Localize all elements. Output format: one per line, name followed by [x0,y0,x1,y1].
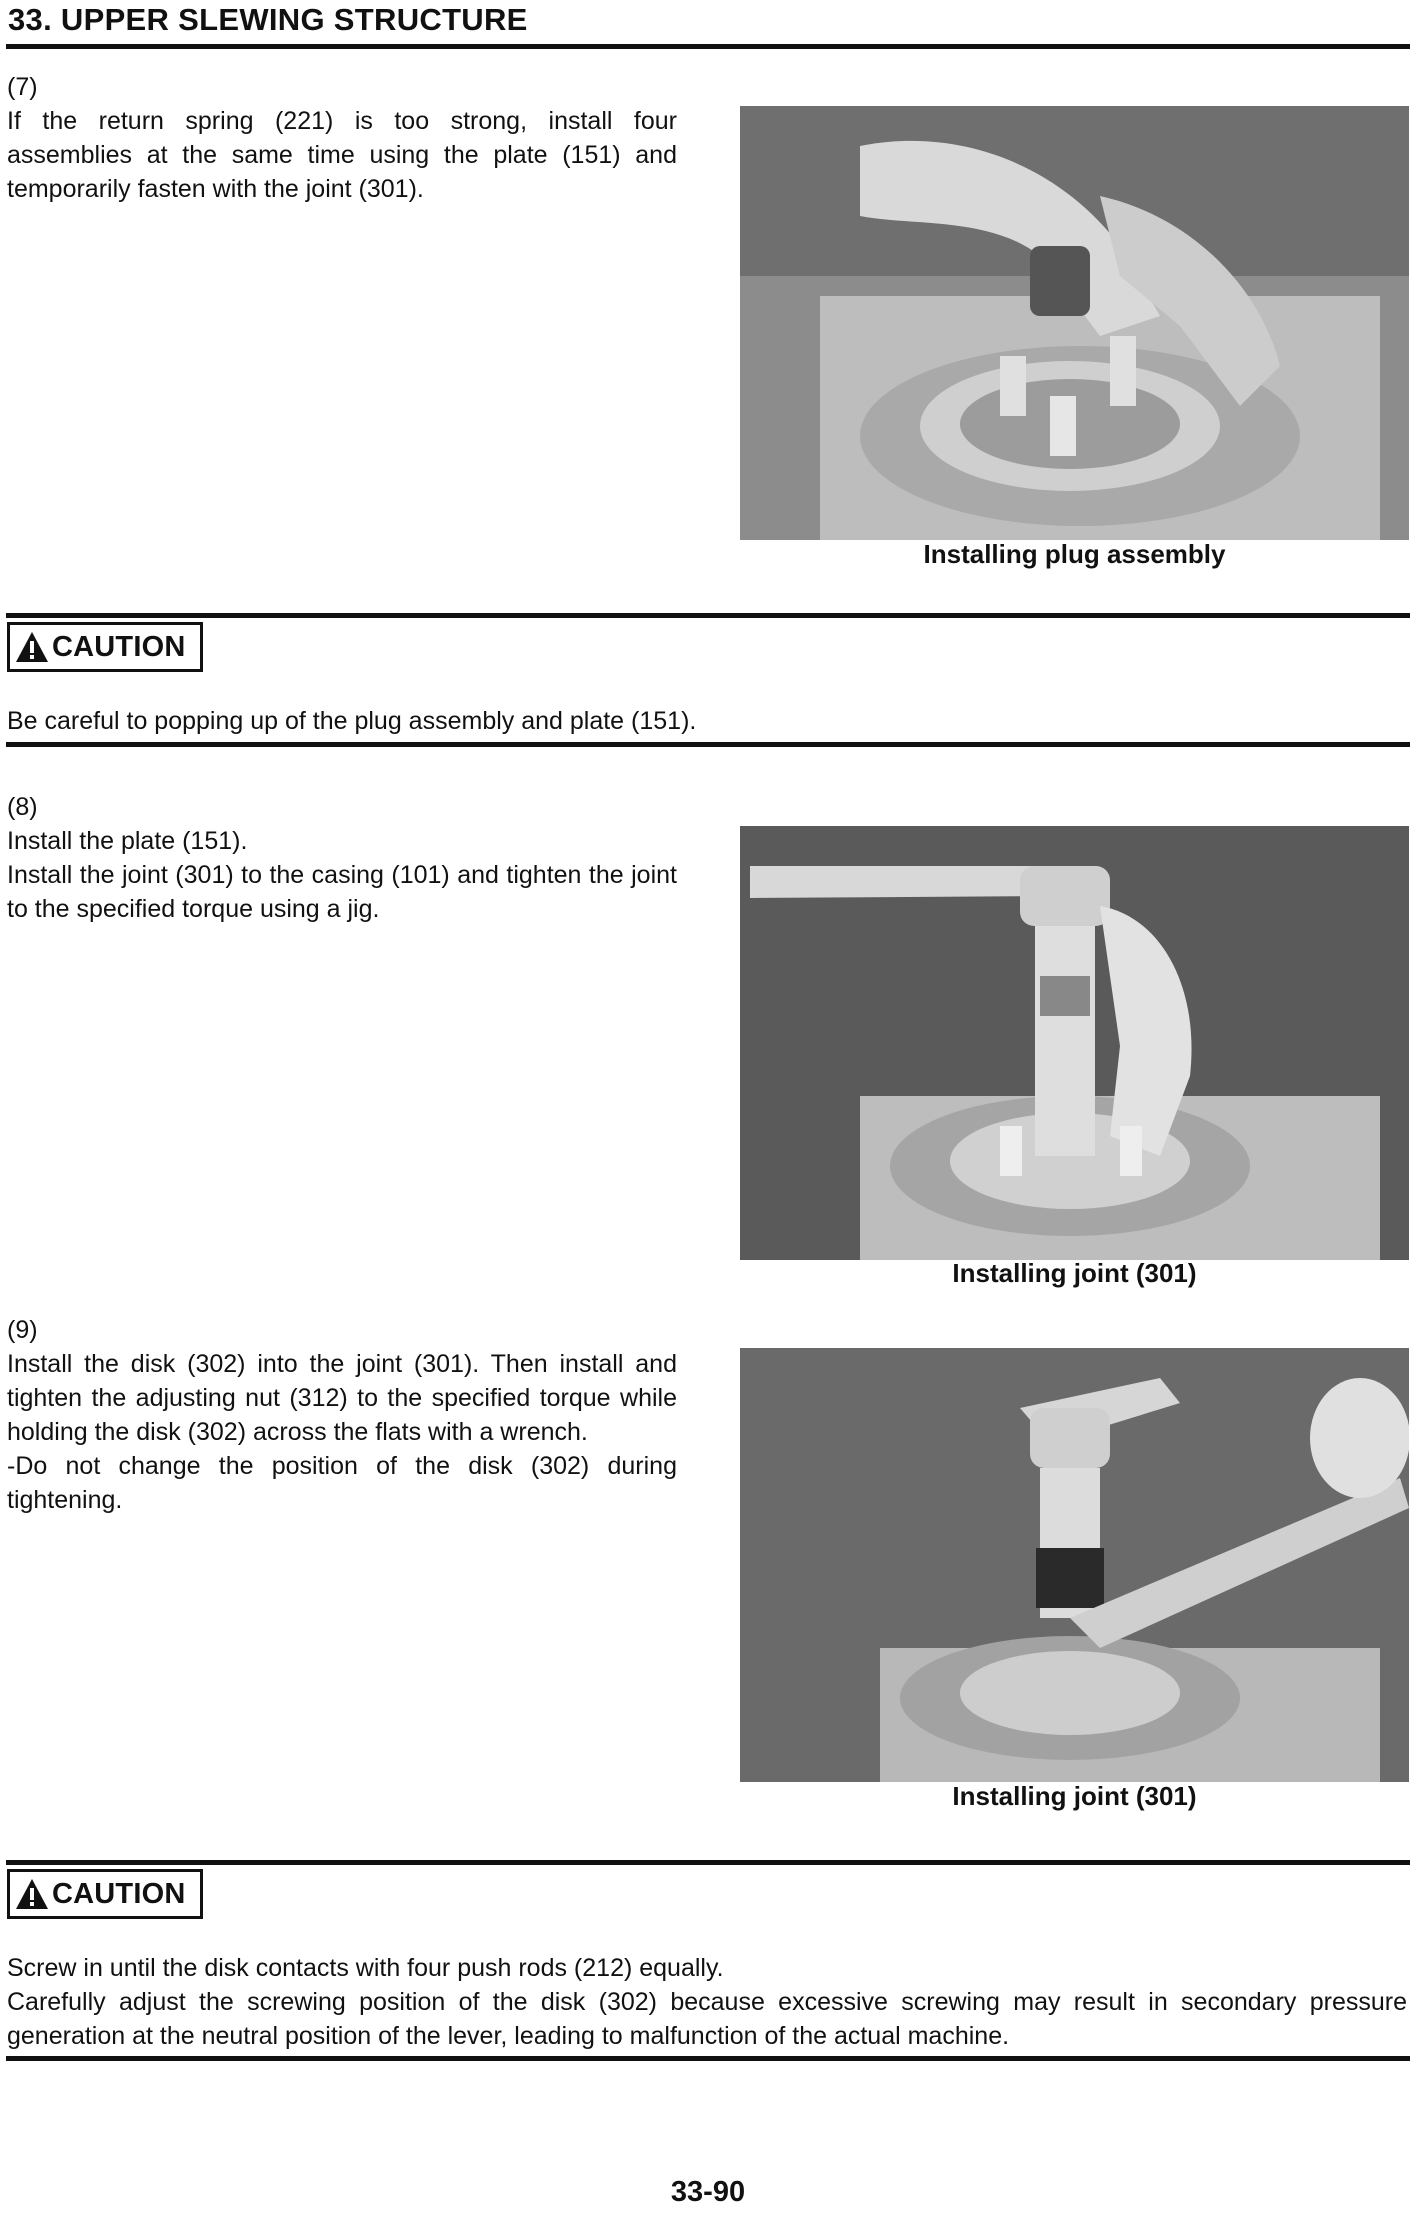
step-7-number: (7) [7,73,38,101]
page-number: 33-90 [670,2176,746,2208]
caution-1-bottom-rule [6,742,1410,747]
caution-2-bottom-rule [6,2056,1410,2061]
caution-1-label: CAUTION [52,630,186,663]
caution-2-label: CAUTION [52,1877,186,1910]
caution-2-top-rule [6,1860,1410,1865]
header-rule [6,44,1410,49]
caution-2-badge [7,1869,203,1919]
caution-1-text: Be careful to popping up of the plug assembly and plate (151). [7,707,697,735]
caution-1-top-rule [6,613,1410,618]
caption-plug-assembly: Installing plug assembly [923,539,1226,569]
caution-2-text [7,1951,1407,2053]
photo-installing-joint-1 [740,826,1409,1260]
step-7-body: If the return spring (221) is too strong, install four assemblies at the same time using the plate (151) and temporarily fasten with the joint (301). [7,107,677,203]
caution-1-badge [7,622,203,672]
photo-installing-plug-assembly [740,106,1409,540]
warning-triangle-icon [14,1877,50,1911]
photo-installing-joint-2 [740,1348,1409,1782]
warning-triangle-icon [14,630,50,664]
step-9-line-1: Install the disk (302) into the joint (301). Then install and tighten the adjusting nut (312) to the specified torque while holding the disk (302) across the flats with a wrench. [7,1350,677,1446]
caption-joint-2: Installing joint (301) [952,1781,1197,1811]
step-8-line-2: Install the joint (301) to the casing (101) and tighten the joint to the specified torque using a jig. [7,861,677,923]
step-8-number: (8) [7,793,38,821]
page-title: 33. UPPER SLEWING STRUCTURE [8,2,528,37]
caution-2-line-1: Screw in until the disk contacts with four push rods (212) equally. [7,1954,724,1982]
step-8-text [7,790,677,926]
step-7-text [7,70,677,206]
caution-2-line-2: Carefully adjust the screwing position of the disk (302) because excessive screwing may result in secondary pressure generation at the neutral position of the lever, leading to malfunction of the actual machine. [7,1988,1407,2050]
caption-joint-1: Installing joint (301) [952,1258,1197,1288]
step-9-line-2: -Do not change the position of the disk (302) during tightening. [7,1452,677,1514]
step-9-text [7,1313,677,1517]
step-8-line-1: Install the plate (151). [7,827,248,855]
step-9-number: (9) [7,1316,38,1344]
